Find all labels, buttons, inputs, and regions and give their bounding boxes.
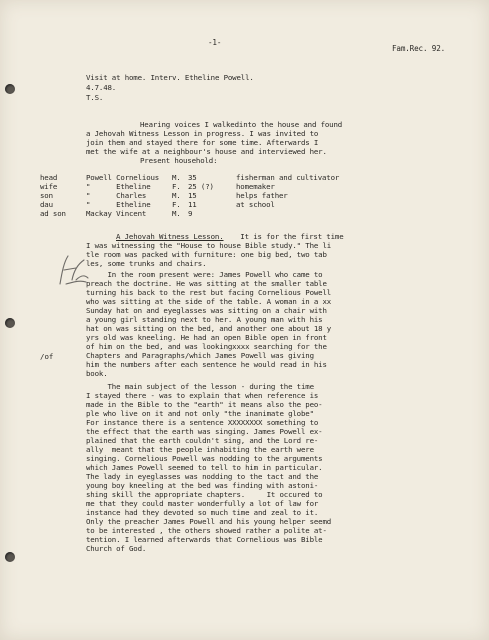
lesson-line: ally meant that the people inhabiting the earth were bbox=[86, 445, 314, 454]
lesson-line: him the numbers after each sentence he would read in his bbox=[86, 360, 327, 369]
lesson-line: a young girl standing next to her. A young man with his bbox=[86, 315, 323, 324]
lesson-line: les, some trunks and chairs. bbox=[86, 259, 207, 268]
lesson-line: tle room was packed with furniture: one big bed, two tab bbox=[86, 250, 327, 259]
lesson-line: In the room present were: James Powell who came to bbox=[86, 270, 323, 279]
lesson-line: of him on the bed, and was lookingxxxx searching for the bbox=[86, 342, 327, 351]
lesson-line: I was witnessing the "House to house Bible study." The li bbox=[86, 241, 332, 250]
intro-line: met the wife at a neighbour's house and interviewed her. bbox=[86, 147, 327, 156]
intro-line: a Jehovah Witness Lesson in progress. I was invited to bbox=[86, 129, 319, 138]
household-name: Powell Cornelious bbox=[86, 173, 160, 182]
household-sex: F. bbox=[172, 182, 181, 191]
lesson-line: Sunday hat on and eyeglasses was sitting on a chair with bbox=[86, 306, 327, 315]
lesson-line: the effect that the earth was singing. James Powell ex- bbox=[86, 427, 323, 436]
household-sex: M. bbox=[172, 191, 181, 200]
household-age: 25 (?) bbox=[188, 182, 214, 191]
household-role: ad son bbox=[40, 209, 66, 218]
household-sex: M. bbox=[172, 209, 181, 218]
visit-header-date: 4.7.48. bbox=[86, 83, 117, 92]
intro-line: Present household: bbox=[140, 156, 218, 165]
punch-hole bbox=[5, 552, 15, 562]
lesson-line: me that they could master wonderfully a lot of law for bbox=[86, 499, 319, 508]
intro-line: Hearing voices I walkedinto the house and found bbox=[140, 120, 343, 129]
household-name: " Etheline bbox=[86, 182, 151, 191]
page-number: -1- bbox=[208, 38, 222, 47]
lesson-line: which James Powell seemed to tell to him in particular. bbox=[86, 463, 323, 472]
household-role: dau bbox=[40, 200, 53, 209]
household-occupation: fisherman and cultivator bbox=[236, 173, 340, 182]
lesson-line: I stayed there - was to explain that when reference is bbox=[86, 391, 319, 400]
punch-hole bbox=[5, 318, 15, 328]
lesson-line: yrs old was kneeling. He had an open Bible open in front bbox=[86, 333, 327, 342]
visit-header-line: Visit at home. Interv. Etheline Powell. bbox=[86, 73, 254, 82]
lesson-line: The main subject of the lesson - during the time bbox=[86, 382, 314, 391]
household-role: son bbox=[40, 191, 53, 200]
file-reference: Fam.Rec. 92. bbox=[392, 44, 446, 53]
lesson-line: For instance there is a sentence XXXXXXXX something to bbox=[86, 418, 319, 427]
lesson-line: book. bbox=[86, 369, 108, 378]
lesson-line: tention. I learned afterwards that Cornelious was Bible bbox=[86, 535, 323, 544]
lesson-line: Only the preacher James Powell and his young helper seemd bbox=[86, 517, 332, 526]
household-age: 9 bbox=[188, 209, 193, 218]
lesson-line: turning his back to the rest but facing Cornelious Powell bbox=[86, 288, 332, 297]
household-occupation: helps father bbox=[236, 191, 288, 200]
lesson-line: to be interested , the others showed rather a polite at- bbox=[86, 526, 327, 535]
lesson-line: Church of God. bbox=[86, 544, 147, 553]
lesson-line: made in the Bible to the "earth" it means also the peo- bbox=[86, 400, 323, 409]
lesson-line: ple who live on it and not only "the inanimate globe" bbox=[86, 409, 314, 418]
household-role: head bbox=[40, 173, 58, 182]
margin-note: /of bbox=[40, 352, 54, 361]
lesson-line: singing. Cornelious Powell was nodding to the arguments bbox=[86, 454, 323, 463]
household-occupation: at school bbox=[236, 200, 275, 209]
lesson-line: It is for the first time bbox=[236, 232, 344, 241]
lesson-line: hat on was sitting on the bed, and another one about 18 y bbox=[86, 324, 332, 333]
lesson-line: plained that the earth couldn't sing, and the Lord re- bbox=[86, 436, 319, 445]
punch-hole bbox=[5, 84, 15, 94]
household-role: wife bbox=[40, 182, 58, 191]
lesson-line: instance had they devoted so much time and zeal to it. bbox=[86, 508, 319, 517]
lesson-line: shing skill the appropriate chapters. It occured to bbox=[86, 490, 323, 499]
household-name: Mackay Vincent bbox=[86, 209, 147, 218]
lesson-line: preach the doctrine. He was sitting at the smaller table bbox=[86, 279, 327, 288]
handwritten-initials-mark bbox=[54, 250, 92, 290]
intro-line: join them and stayed there for some time. Afterwards I bbox=[86, 138, 319, 147]
household-sex: F. bbox=[172, 200, 181, 209]
lesson-line: young boy kneeling at the bed was finding with astoni- bbox=[86, 481, 319, 490]
household-age: 35 bbox=[188, 173, 197, 182]
household-sex: M. bbox=[172, 173, 181, 182]
household-occupation: homemaker bbox=[236, 182, 275, 191]
lesson-heading: A Jehovah Witness Lesson. bbox=[116, 232, 224, 241]
household-name: " Charles bbox=[86, 191, 147, 200]
lesson-line: Chapters and Paragraphs/which James Powell was giving bbox=[86, 351, 314, 360]
household-name: " Etheline bbox=[86, 200, 151, 209]
visit-header-initials: T.S. bbox=[86, 93, 104, 102]
household-age: 11 bbox=[188, 200, 197, 209]
lesson-line: The lady in eyeglasses was nodding to the tact and the bbox=[86, 472, 319, 481]
household-age: 15 bbox=[188, 191, 197, 200]
lesson-line: who was sitting at the side of the table. A woman in a xx bbox=[86, 297, 332, 306]
